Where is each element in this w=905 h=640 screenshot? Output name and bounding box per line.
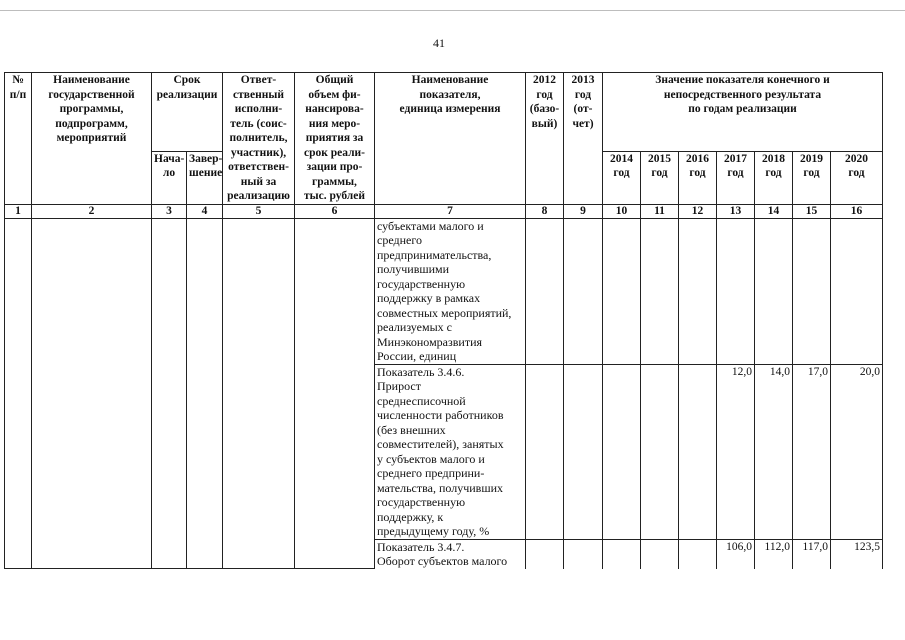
value-cell bbox=[679, 364, 717, 539]
value-cell bbox=[641, 364, 679, 539]
column-number: 14 bbox=[755, 204, 793, 218]
page-number: 41 bbox=[433, 36, 445, 50]
header-program-name: Наименование государственной программы, подпрограмм, мероприятий bbox=[32, 73, 152, 205]
value-cell bbox=[526, 364, 564, 539]
column-number: 9 bbox=[564, 204, 603, 218]
header-year: 2017 год bbox=[717, 151, 755, 204]
value-cell bbox=[641, 218, 679, 364]
header-row-top bbox=[5, 73, 883, 152]
value-cell: 112,0 bbox=[755, 539, 793, 569]
column-number: 1 bbox=[5, 204, 32, 218]
value-cell bbox=[793, 218, 831, 364]
value-cell bbox=[526, 539, 564, 569]
cell-responsible bbox=[223, 218, 295, 569]
value-cell: 12,0 bbox=[717, 364, 755, 539]
cell-program-name bbox=[32, 218, 152, 569]
header-year: 2015 год bbox=[641, 151, 679, 204]
header-term-start: Нача- ло bbox=[152, 151, 187, 204]
column-number: 2 bbox=[32, 204, 152, 218]
column-number: 5 bbox=[223, 204, 295, 218]
top-rule bbox=[0, 10, 905, 11]
value-cell bbox=[603, 364, 641, 539]
column-number: 12 bbox=[679, 204, 717, 218]
header-funding: Общий объем фи- нансирова- ния меро- приятия за срок реали- зации про- граммы, тыс. рублей bbox=[295, 73, 375, 205]
value-cell bbox=[564, 364, 603, 539]
column-number: 16 bbox=[831, 204, 883, 218]
header-year-2012: 2012 год (базо- вый) bbox=[526, 73, 564, 205]
value-cell bbox=[564, 218, 603, 364]
header-year: 2019 год bbox=[793, 151, 831, 204]
value-cell: 106,0 bbox=[717, 539, 755, 569]
header-term-end: Завер- шение bbox=[187, 151, 223, 204]
header-year: 2020 год bbox=[831, 151, 883, 204]
column-number: 4 bbox=[187, 204, 223, 218]
indicator-name-cell: Показатель 3.4.6. Прирост среднесписочной численности работников (без внешних совместителей), занятых у субъектов малого и среднего предприни- мательства, получивших государственную поддержку, к предыдущему году, % bbox=[375, 364, 526, 539]
value-cell bbox=[603, 218, 641, 364]
value-cell bbox=[679, 218, 717, 364]
value-cell: 20,0 bbox=[831, 364, 883, 539]
column-number: 11 bbox=[641, 204, 679, 218]
value-cell bbox=[526, 218, 564, 364]
cell-term-start bbox=[152, 218, 187, 569]
value-cell: 14,0 bbox=[755, 364, 793, 539]
header-year: 2018 год bbox=[755, 151, 793, 204]
value-cell bbox=[679, 539, 717, 569]
header-values-by-year: Значение показателя конечного и непосредственного результата по годам реализации bbox=[603, 73, 883, 152]
header-implementation-term: Срок реализации bbox=[152, 73, 223, 152]
value-cell bbox=[755, 218, 793, 364]
value-cell bbox=[831, 218, 883, 364]
column-number: 15 bbox=[793, 204, 831, 218]
column-number: 13 bbox=[717, 204, 755, 218]
value-cell bbox=[641, 539, 679, 569]
value-cell bbox=[717, 218, 755, 364]
header-year: 2016 год bbox=[679, 151, 717, 204]
column-number: 8 bbox=[526, 204, 564, 218]
value-cell: 123,5 bbox=[831, 539, 883, 569]
column-number: 3 bbox=[152, 204, 187, 218]
header-year-2013: 2013 год (от- чет) bbox=[564, 73, 603, 205]
column-number: 10 bbox=[603, 204, 641, 218]
table-row bbox=[5, 218, 883, 364]
value-cell: 117,0 bbox=[793, 539, 831, 569]
indicator-name-cell: субъектами малого и среднего предпринимательства, получившими государственную поддержку в рамках совместных мероприятий, реализуемых с Минэкономразвития России, единиц bbox=[375, 218, 526, 364]
column-number: 6 bbox=[295, 204, 375, 218]
value-cell bbox=[603, 539, 641, 569]
program-indicators-table bbox=[4, 72, 883, 569]
cell-funding bbox=[295, 218, 375, 569]
cell-number bbox=[5, 218, 32, 569]
header-number: № п/п bbox=[5, 73, 32, 205]
header-indicator-name: Наименование показателя, единица измерения bbox=[375, 73, 526, 205]
column-number-row bbox=[5, 204, 883, 218]
value-cell bbox=[564, 539, 603, 569]
value-cell: 17,0 bbox=[793, 364, 831, 539]
header-year: 2014 год bbox=[603, 151, 641, 204]
indicator-name-cell: Показатель 3.4.7. Оборот субъектов малого bbox=[375, 539, 526, 569]
column-number: 7 bbox=[375, 204, 526, 218]
header-responsible: Ответ- ственный исполни- тель (соис- полнитель, участник), ответствен- ный за реализацию bbox=[223, 73, 295, 205]
cell-term-end bbox=[187, 218, 223, 569]
